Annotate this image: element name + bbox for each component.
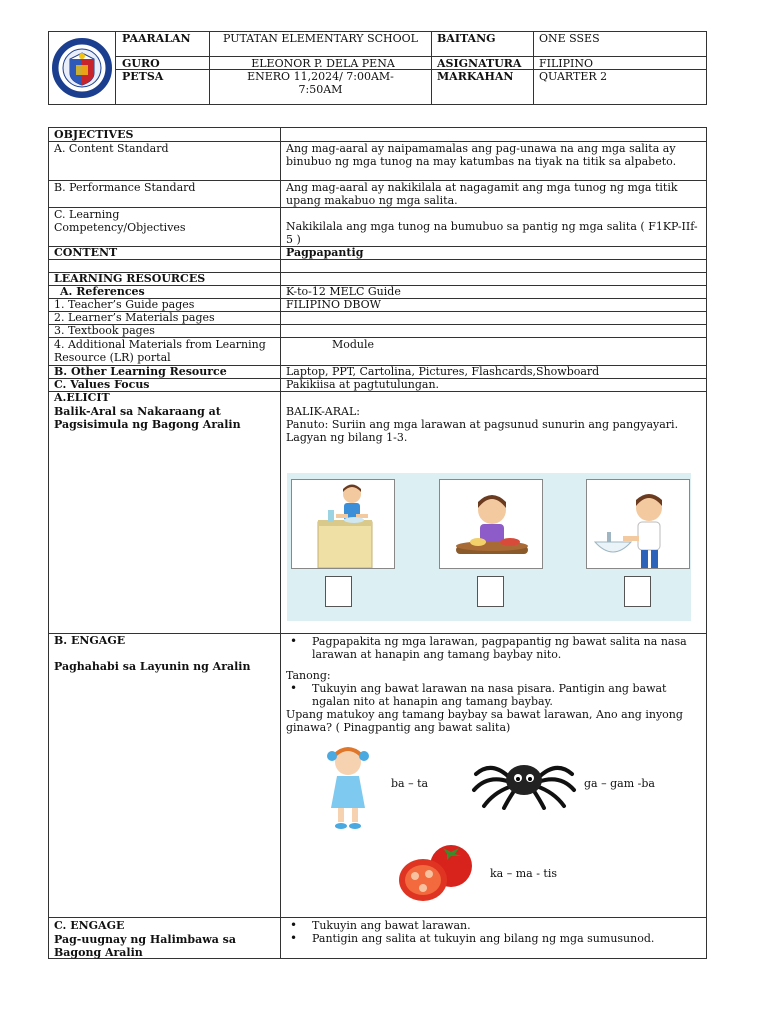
deped-seal-logo (49, 32, 116, 104)
header-table (48, 31, 707, 105)
engage-c-sublabel: Pag-uugnay ng Halimbawa sa Bagong Aralin (54, 933, 236, 959)
sequence-answer-box-3[interactable] (624, 576, 651, 607)
content-label: CONTENT (54, 246, 118, 259)
boy-washing-dishes-picture (291, 479, 395, 569)
other-resources-label: B. Other Learning Resource (54, 365, 227, 378)
performance-standard-text: Ang mag-aaral ay nakikilala at nagagamit ang mga tunog ng mga titik upang makabuo ng mga salita. (286, 181, 678, 207)
syllable-bata: ba – ta (391, 777, 429, 790)
references-label: A. References (60, 285, 145, 298)
engage-c-bullet-2: • Pantigin ang salita at tukuyin ang bilang ng mga sumusunod. (312, 932, 702, 945)
textbook-label: 3. Textbook pages (54, 324, 155, 337)
guro-label: GURO (122, 57, 160, 70)
other-resources-value: Laptop, PPT, Cartolina, Pictures, Flashcards,Showboard (286, 365, 600, 378)
values-focus-label: C. Values Focus (54, 378, 150, 391)
learning-resources-heading: LEARNING RESOURCES (54, 272, 206, 285)
objectives-heading: OBJECTIVES (54, 128, 134, 141)
content-value: Pagpapantig (286, 246, 364, 259)
elicit-label: A.ELICIT (54, 391, 110, 404)
school-name: PUTATAN ELEMENTARY SCHOOL (223, 32, 418, 45)
lesson-plan-table (48, 127, 707, 959)
balik-aral-instruction: Panuto: Suriin ang mga larawan at pagsunud sunurin ang pangyayari. Lagyan ng bilang 1-3. (286, 418, 679, 444)
sequence-answer-box-2[interactable] (477, 576, 504, 607)
sequence-answer-box-1[interactable] (325, 576, 352, 607)
markahan-label: MARKAHAN (437, 70, 514, 83)
engage-b-label: B. ENGAGE (54, 634, 126, 647)
boy-eating-picture (439, 479, 543, 569)
engage-b-question: Upang matukoy ang tamang baybay sa bawat larawan, Ano ang inyong ginawa? ( Pinagpantig ang bawat salita) (286, 708, 683, 734)
asignatura-label: ASIGNATURA (437, 57, 522, 70)
engage-c-label: C. ENGAGE (54, 919, 125, 932)
balik-aral-title: BALIK-ARAL: (286, 405, 360, 418)
engage-b-content (286, 635, 702, 734)
elicit-sublabel: Balik-Aral sa Nakaraang at Pagsisimula ng Bagong Aralin (54, 405, 241, 431)
engage-c-content (286, 919, 702, 945)
syllable-kamatis: ka – ma - tis (490, 867, 557, 880)
engage-b-bullet-2: • Tukuyin ang bawat larawan na nasa pisara. Pantigin ang bawat ngalan nito at hanapin ang tamang baybay. (312, 682, 702, 708)
quarter-value: QUARTER 2 (539, 70, 608, 83)
grade-value: ONE SSES (539, 32, 600, 45)
subject-value: FILIPINO (539, 57, 594, 70)
paaralan-label: PAARALAN (122, 32, 191, 45)
references-value: K-to-12 MELC Guide (286, 285, 401, 298)
content-standard-label: A. Content Standard (54, 142, 169, 155)
competency-text: Nakikilala ang mga tunog na bumubuo sa pantig ng mga salita ( F1KP-IIf-5 ) (286, 220, 698, 246)
learners-materials-label: 2. Learner’s Materials pages (54, 311, 215, 324)
teacher-name: ELEONOR P. DELA PENA (251, 57, 395, 70)
teachers-guide-label: 1. Teacher’s Guide pages (54, 298, 195, 311)
sequence-picture-panel (287, 473, 691, 621)
tomato-picture (397, 840, 477, 904)
additional-materials-label: 4. Additional Materials from Learning Resource (LR) portal (54, 338, 266, 364)
engage-c-bullet-1: • Tukuyin ang bawat larawan. (312, 919, 702, 932)
content-standard-text: Ang mag-aaral ay naipamamalas ang pag-unawa na ang mga salita ay binubuo ng mga tunog na may katumbas na tiyak na titik sa alpabeto. (286, 142, 677, 168)
syllable-gagamba: ga – gam -ba (584, 777, 655, 790)
date-value: ENERO 11,2024/ 7:00AM-7:50AM (247, 70, 394, 96)
spider-picture (470, 752, 578, 810)
girl-picture (323, 742, 373, 832)
engage-b-bullet-1: • Pagpapakita ng mga larawan, pagpapantig ng bawat salita na nasa larawan at hanapin ang tamang baybay nito. (312, 635, 702, 661)
petsa-label: PETSA (122, 70, 164, 83)
competency-label: C. Learning Competency/Objectives (54, 208, 186, 234)
teachers-guide-value: FILIPINO DBOW (286, 298, 381, 311)
baitang-label: BAITANG (437, 32, 496, 45)
engage-b-sublabel: Paghahabi sa Layunin ng Aralin (54, 660, 251, 673)
performance-standard-label: B. Performance Standard (54, 181, 196, 194)
additional-materials-value: Module (332, 338, 375, 351)
boy-washing-hands-picture (586, 479, 690, 569)
tanong-label: Tanong: (286, 669, 331, 682)
values-focus-value: Pakikiisa at pagtutulungan. (286, 378, 440, 391)
